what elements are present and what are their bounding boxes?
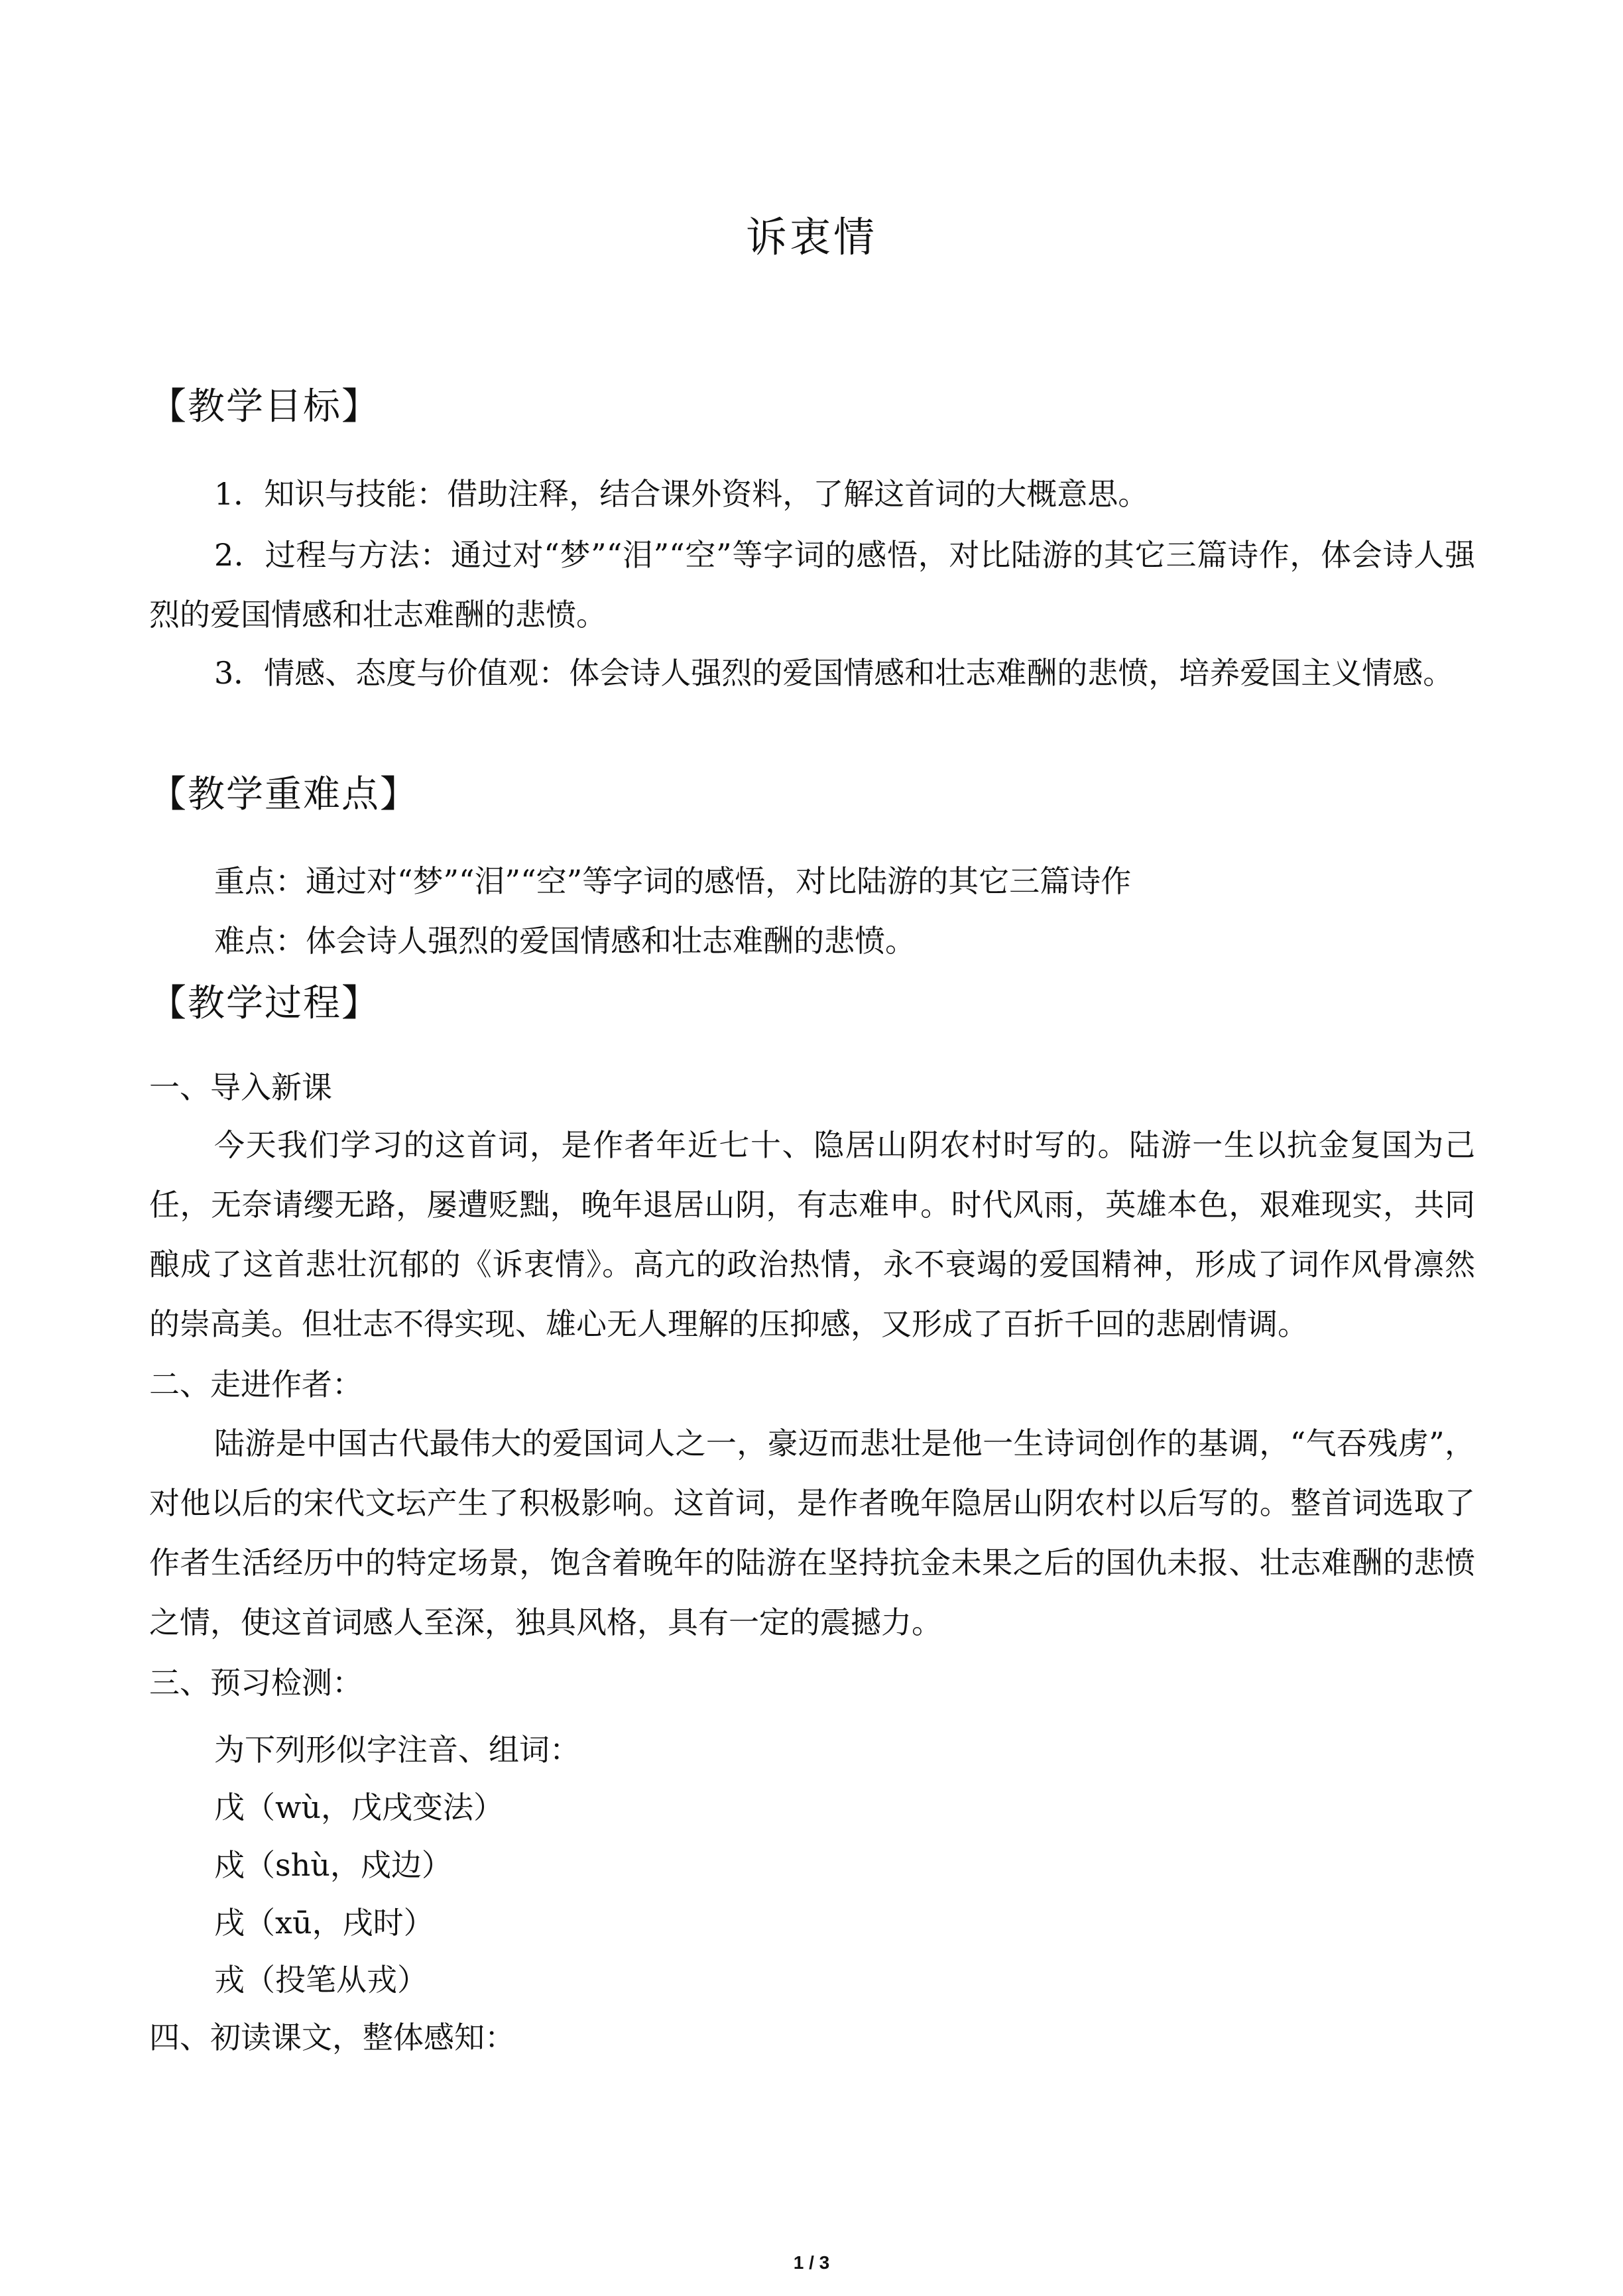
- difficult-point: 难点：体会诗人强烈的爱国情感和壮志难酬的悲愤。: [214, 923, 916, 959]
- document-title: 诉衷情: [745, 213, 877, 261]
- part1-text: 今天我们学习的这首词，是作者年近七十、隐居山阴农村时写的。陆游一生以抗金复国为己任，无奈请缨无路，屡遭贬黜，晚年退居山阴，有志难申。时代风雨，英雄本色，艰难现实，共同酿成了这首悲壮沉郁的《诉衷情》。高亢的政治热情，永不衰竭的爱国精神，形成了词作风骨凛然的崇高美。但壮志不得实现、雄心无人理解的压抑感，又形成了百折千回的悲剧情调。: [149, 1127, 1475, 1342]
- list-item: 戌（xū，戌时）: [214, 1905, 434, 1941]
- key-point: 重点：通过对“梦”“泪”“空”等字词的感悟，对比陆游的其它三篇诗作: [214, 863, 1132, 899]
- list-item: 戍（shù，戍边）: [214, 1847, 452, 1883]
- part2-text: 陆游是中国古代最伟大的爱国词人之一，豪迈而悲壮是他一生诗词创作的基调，“气吞残虏”，对他以后的宋代文坛产生了积极影响。这首词，是作者晚年隐居山阴农村以后写的。整首词选取了作者生活经历中的特定场景，饱含着晚年的陆游在坚持抗金未果之后的国仇未报、壮志难酬的悲愤之情，使这首词感人至深，独具风格，具有一定的震撼力。: [149, 1425, 1475, 1640]
- goal-item-1: 1．知识与技能：借助注释，结合课外资料，了解这首词的大概意思。: [214, 476, 1149, 512]
- part4-title: 四、初读课文，整体感知：: [149, 2020, 515, 2055]
- part3-intro: 为下列形似字注音、组词：: [214, 1732, 580, 1768]
- heading-key-points: 【教学重难点】: [149, 773, 418, 816]
- heading-teaching-process: 【教学过程】: [149, 982, 380, 1025]
- goal-item-3: 3．情感、态度与价值观：体会诗人强烈的爱国情感和壮志难酬的悲愤，培养爱国主义情感。: [214, 655, 1454, 691]
- part1-title: 一、导入新课: [149, 1069, 332, 1105]
- part3-title: 三、预习检测：: [149, 1665, 363, 1701]
- heading-teaching-goals: 【教学目标】: [149, 385, 380, 428]
- page-number: 1 / 3: [793, 2252, 830, 2273]
- list-item: 戊（wù，戊戌变法）: [214, 1789, 504, 1825]
- goal-item-2: 2．过程与方法：通过对“梦”“泪”“空”等字词的感悟，对比陆游的其它三篇诗作，体会诗人强烈的爱国情感和壮志难酬的悲愤。: [149, 537, 1475, 633]
- part2-title: 二、走进作者：: [149, 1366, 363, 1402]
- list-item: 戎（投笔从戎）: [214, 1962, 428, 1998]
